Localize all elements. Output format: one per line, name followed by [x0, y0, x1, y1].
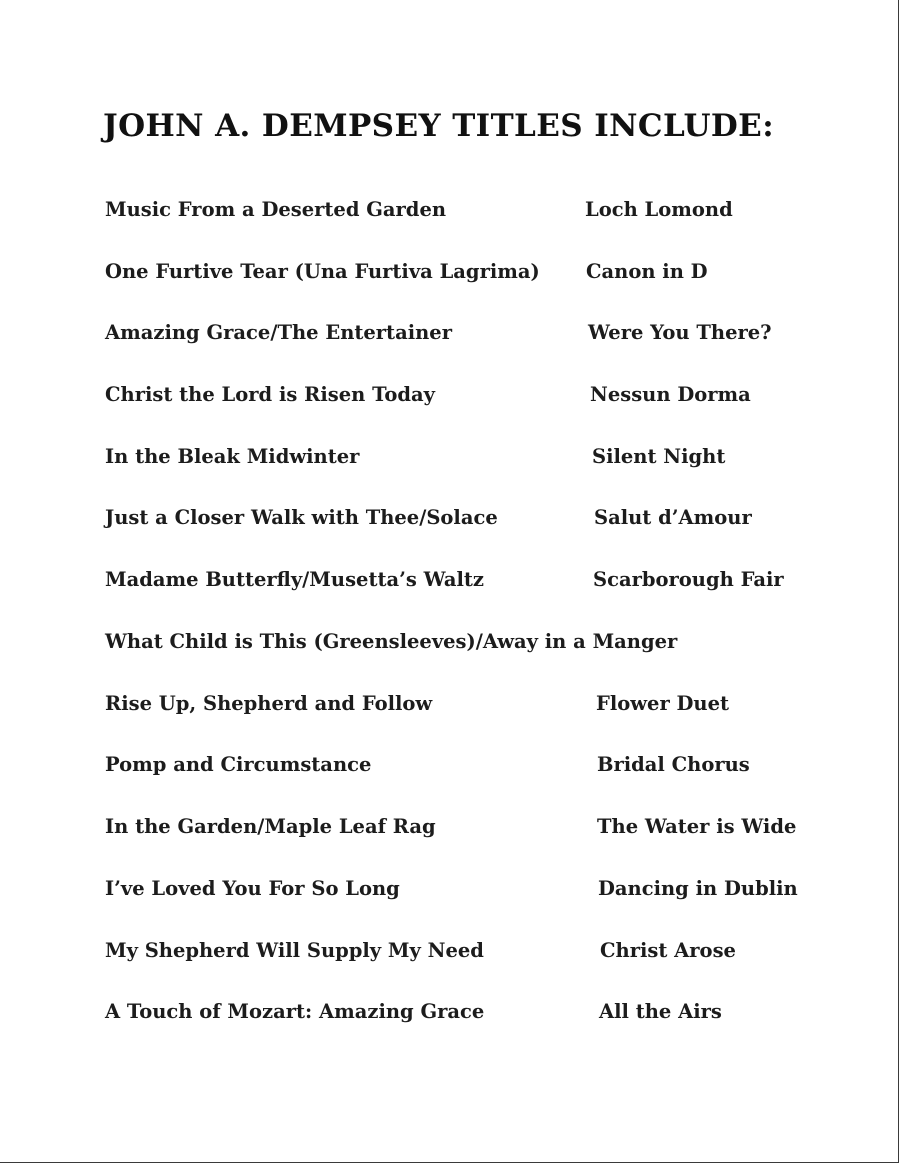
title-row — [0, 565, 899, 595]
title-row — [0, 750, 899, 780]
title-right: Flower Duet — [596, 692, 730, 715]
title-right: Nessun Dorma — [590, 383, 751, 406]
title-row — [0, 936, 899, 966]
title-right: Scarborough Fair — [593, 568, 784, 591]
title-left: Pomp and Circumstance — [105, 753, 372, 776]
title-right: Were You There? — [588, 321, 772, 344]
title-right: Canon in D — [586, 260, 708, 283]
title-left: In the Bleak Midwinter — [105, 445, 360, 468]
title-left: In the Garden/Maple Leaf Rag — [105, 815, 436, 838]
title-left: Madame Butterfly/Musetta’s Waltz — [105, 568, 484, 591]
title-left: Music From a Deserted Garden — [105, 198, 447, 221]
title-row — [0, 689, 899, 719]
title-left: My Shepherd Will Supply My Need — [105, 939, 484, 962]
title-right: Salut d’Amour — [594, 506, 752, 529]
title-row — [0, 503, 899, 533]
title-right: The Water is Wide — [597, 815, 797, 838]
title-row — [0, 442, 899, 472]
title-right: Dancing in Dublin — [598, 877, 798, 900]
title-row — [0, 812, 899, 842]
title-right: Silent Night — [592, 445, 726, 468]
title-left: Amazing Grace/The Entertainer — [105, 321, 452, 344]
title-row — [0, 997, 899, 1027]
title-row — [0, 874, 899, 904]
title-left: Rise Up, Shepherd and Follow — [105, 692, 433, 715]
title-left: Christ the Lord is Risen Today — [105, 383, 435, 406]
title-right: All the Airs — [599, 1000, 722, 1023]
title-left: What Child is This (Greensleeves)/Away in a Manger — [105, 630, 678, 653]
title-row — [0, 627, 899, 657]
title-row — [0, 195, 899, 225]
title-right: Christ Arose — [600, 939, 736, 962]
title-left: One Furtive Tear (Una Furtiva Lagrima) — [105, 260, 540, 283]
title-left: A Touch of Mozart: Amazing Grace — [105, 1000, 485, 1023]
title-left: Just a Closer Walk with Thee/Solace — [105, 506, 498, 529]
page-heading: JOHN A. DEMPSEY TITLES INCLUDE: — [103, 108, 775, 144]
title-row — [0, 318, 899, 348]
title-right: Loch Lomond — [585, 198, 733, 221]
title-left: I’ve Loved You For So Long — [105, 877, 400, 900]
title-row — [0, 380, 899, 410]
title-right: Bridal Chorus — [597, 753, 750, 776]
title-row — [0, 257, 899, 287]
